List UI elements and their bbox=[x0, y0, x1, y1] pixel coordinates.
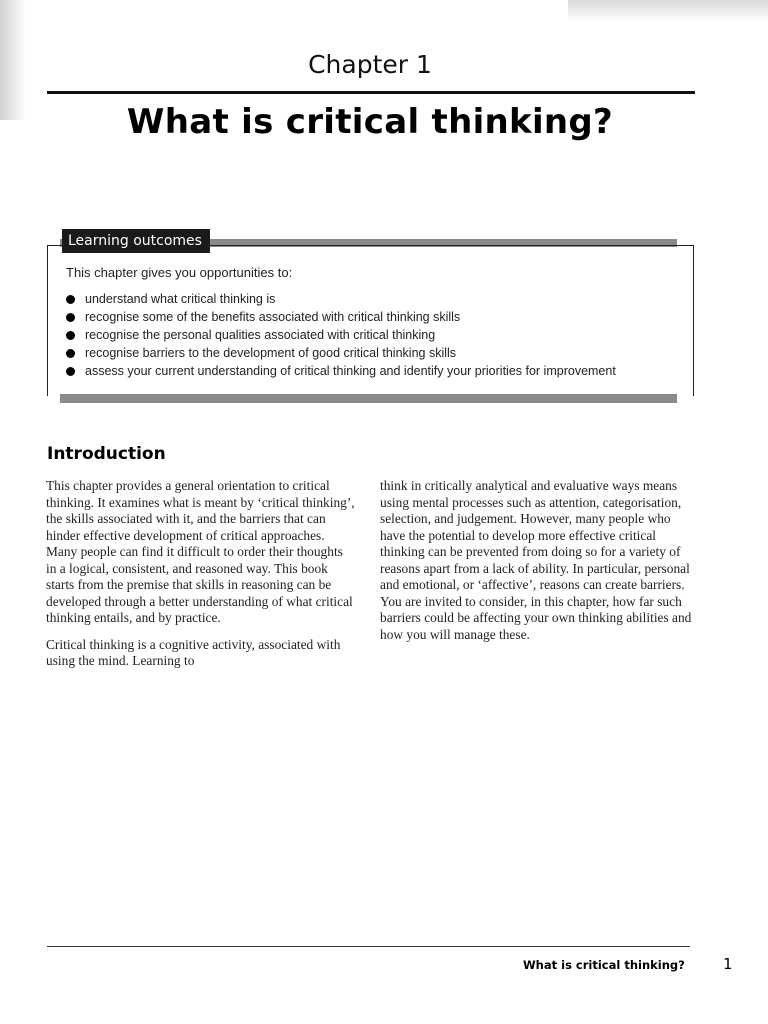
list-item bbox=[66, 362, 616, 380]
running-title: What is critical thinking? bbox=[523, 958, 685, 972]
bullet-icon bbox=[66, 313, 75, 322]
learning-outcomes-intro: This chapter gives you opportunities to: bbox=[66, 265, 293, 280]
introduction-left-column bbox=[46, 478, 356, 680]
paragraph: Critical thinking is a cognitive activity, associated with using the mind. Learning to bbox=[46, 636, 341, 668]
outcomes-bottom-bar bbox=[60, 394, 677, 403]
page-number: 1 bbox=[723, 955, 733, 973]
list-item-text: recognise some of the benefits associated with critical thinking skills bbox=[85, 310, 461, 324]
list-item-text: recognise barriers to the development of good critical thinking skills bbox=[85, 346, 457, 360]
learning-outcomes-list bbox=[66, 290, 616, 380]
list-item bbox=[66, 344, 616, 362]
list-item-text: understand what critical thinking is bbox=[85, 292, 276, 306]
bullet-icon bbox=[66, 331, 75, 340]
chapter-rule bbox=[47, 91, 695, 94]
bullet-icon bbox=[66, 295, 75, 304]
scan-shadow-top bbox=[568, 0, 768, 22]
bullet-icon bbox=[66, 367, 75, 376]
list-item bbox=[66, 326, 616, 344]
learning-outcomes-header: Learning outcomes bbox=[62, 229, 210, 253]
chapter-title: What is critical thinking? bbox=[126, 102, 614, 142]
list-item-text: recognise the personal qualities associated with critical thinking bbox=[85, 328, 436, 342]
paragraph: think in critically analytical and evaluative ways means using mental processes such as attention, categorisation, selection, and judgement. However, many people who have the potential to develop more effective critical thinking can be prevented from doing so for a variety of reasons apart from a lack of ability. In particular, personal and emotional, or ‘affective’, reasons can create barriers. You are invited to consider, in this chapter, how far such barriers could be affecting your own thinking abilities and how you will manage these. bbox=[380, 478, 692, 642]
bullet-icon bbox=[66, 349, 75, 358]
chapter-label: Chapter 1 bbox=[308, 50, 432, 79]
introduction-right-column bbox=[380, 478, 696, 653]
list-item-text: assess your current understanding of critical thinking and identify your priorities for improvement bbox=[85, 364, 616, 378]
paragraph: This chapter provides a general orientation to critical thinking. It examines what is meant by ‘critical thinking’, the skills associated with it, and the barriers that can hinder effective development of critical approaches. Many people can find it difficult to order their thoughts in a logical, consistent, and reasoned way. This book starts from the premise that skills in reasoning can be developed through a better understanding of what critical thinking entails, and by practice. bbox=[46, 478, 355, 625]
footer-rule bbox=[47, 946, 690, 947]
introduction-heading: Introduction bbox=[47, 444, 166, 464]
list-item bbox=[66, 308, 616, 326]
list-item bbox=[66, 290, 616, 308]
